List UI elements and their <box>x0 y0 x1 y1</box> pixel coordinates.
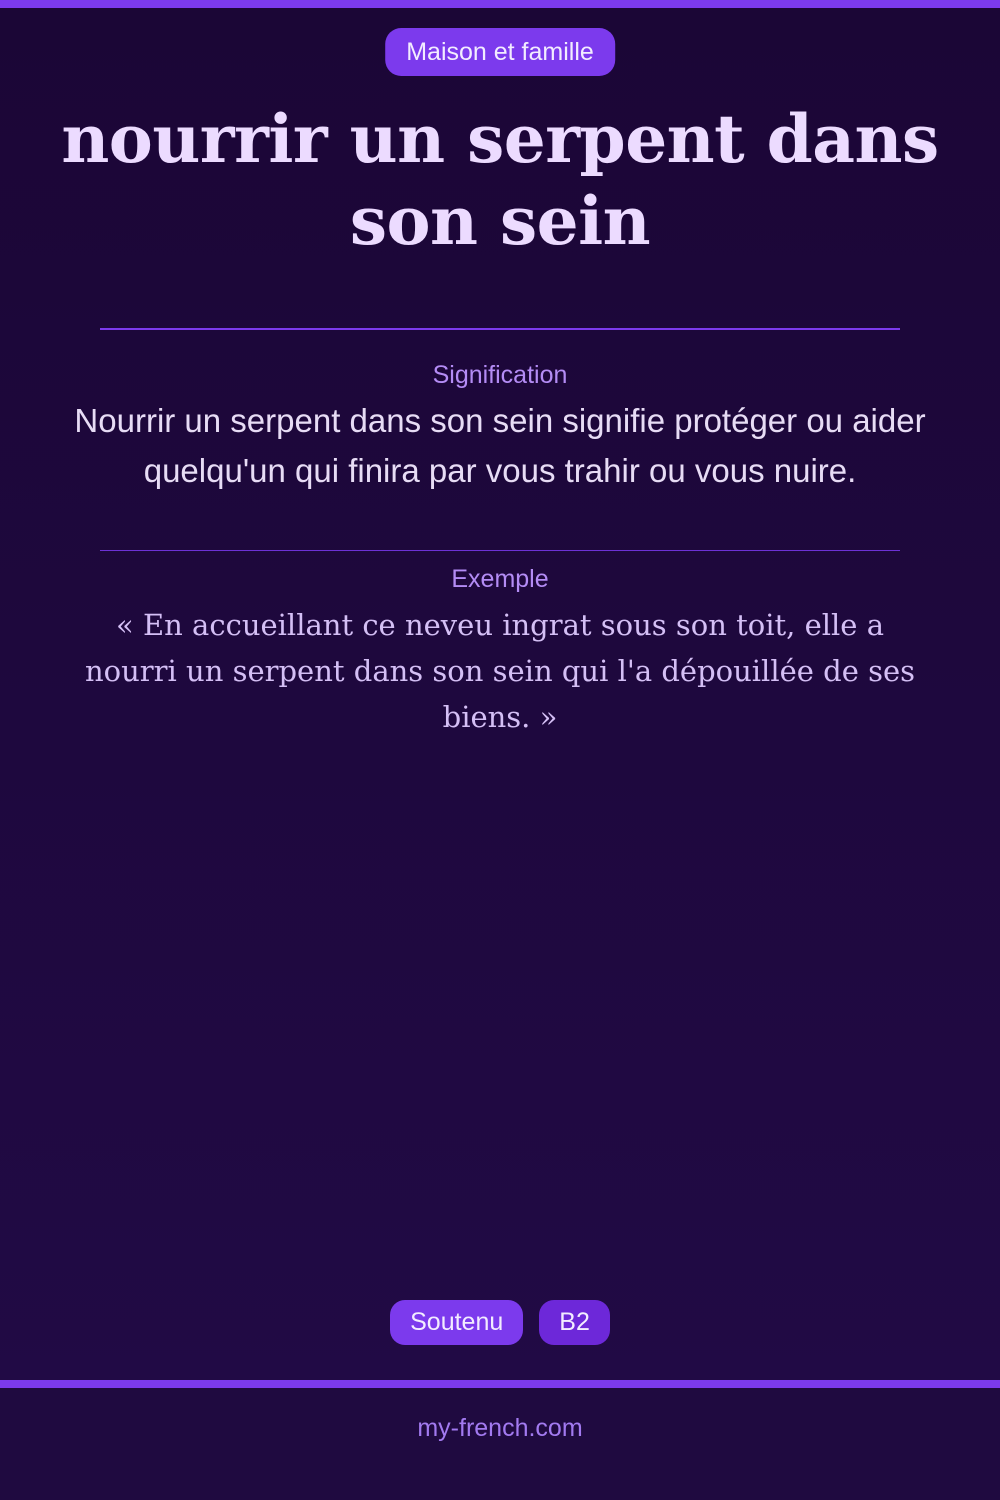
meaning-text: Nourrir un serpent dans son sein signifie protéger ou aider quelqu'un qui finira par vous trahir ou vous nuire. <box>74 402 926 489</box>
bottom-accent-bar <box>0 1380 1000 1388</box>
expression-title: nourrir un serpent dans son sein <box>61 100 939 260</box>
footer <box>0 1388 1000 1500</box>
divider <box>100 328 900 330</box>
level-tag: B2 <box>539 1300 610 1345</box>
divider <box>100 550 900 551</box>
example-text: « En accueillant ce neveu ingrat sous son toit, elle a nourri un serpent dans son sein qui l'a dépouillée de ses biens. » <box>84 608 916 734</box>
site-name: my-french.com <box>417 1414 583 1442</box>
register-tag: Soutenu <box>390 1300 523 1345</box>
example-label: Exemple <box>451 565 549 593</box>
meaning-label: Signification <box>432 361 568 389</box>
tag-list <box>0 1300 1000 1345</box>
category-badge: Maison et famille <box>385 28 615 76</box>
top-accent-bar <box>0 0 1000 8</box>
